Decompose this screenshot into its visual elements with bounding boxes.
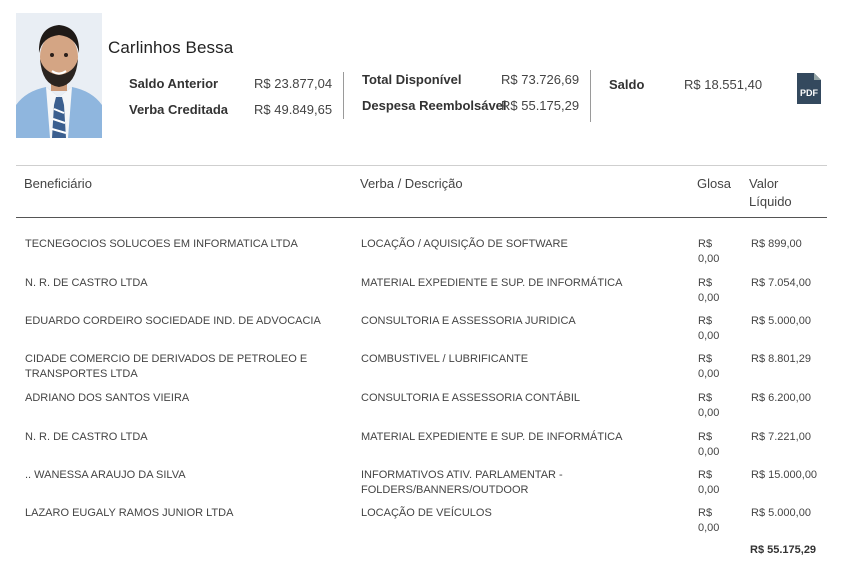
cell-glosa-currency: R$ <box>698 431 713 443</box>
cell-verba: COMBUSTIVEL / LUBRIFICANTE <box>361 353 529 365</box>
cell-glosa <box>698 391 732 421</box>
cell-glosa-amount: 0,00 <box>698 407 720 419</box>
cell-valor: R$ 8.801,29 <box>751 353 811 365</box>
cell-glosa-amount: 0,00 <box>698 484 720 496</box>
cell-valor: R$ 7.054,00 <box>751 277 811 289</box>
total-disponivel-value: R$ 73.726,69 <box>501 72 580 87</box>
column-header-valor-line1: Valor <box>749 176 779 191</box>
cell-glosa-amount: 0,00 <box>698 446 720 458</box>
cell-glosa <box>698 237 732 267</box>
cell-beneficiario: ADRIANO DOS SANTOS VIEIRA <box>25 392 190 404</box>
column-header-beneficiario: Beneficiário <box>24 176 92 191</box>
despesa-reembolsavel-label: Despesa Reembolsável <box>362 98 507 113</box>
cell-glosa-currency: R$ <box>698 507 713 519</box>
cell-glosa-currency: R$ <box>698 315 713 327</box>
cell-verba: LOCAÇÃO / AQUISIÇÃO DE SOFTWARE <box>361 238 568 250</box>
profile-photo <box>16 13 102 138</box>
table-header-rule <box>16 217 827 218</box>
saldo-anterior-label: Saldo Anterior <box>129 76 219 91</box>
cell-glosa <box>698 314 732 344</box>
cell-glosa-amount: 0,00 <box>698 253 720 265</box>
cell-glosa-amount: 0,00 <box>698 368 720 380</box>
cell-beneficiario: .. WANESSA ARAUJO DA SILVA <box>25 469 186 481</box>
cell-valor: R$ 15.000,00 <box>751 469 818 481</box>
table-total: R$ 55.175,29 <box>750 544 817 556</box>
person-name: Carlinhos Bessa <box>108 38 234 57</box>
cell-glosa-amount: 0,00 <box>698 292 720 304</box>
cell-glosa-currency: R$ <box>698 238 713 250</box>
cell-verba: LOCAÇÃO DE VEÍCULOS <box>361 507 492 519</box>
cell-valor: R$ 5.000,00 <box>751 507 811 519</box>
column-header-verba: Verba / Descrição <box>360 176 463 191</box>
total-disponivel-label: Total Disponível <box>362 72 462 87</box>
cell-glosa <box>698 506 732 536</box>
column-header-glosa: Glosa <box>697 176 731 191</box>
cell-glosa <box>698 468 732 498</box>
cell-valor: R$ 899,00 <box>751 238 802 250</box>
cell-valor: R$ 6.200,00 <box>751 392 811 404</box>
summary-divider <box>590 70 591 122</box>
cell-beneficiario: TECNEGOCIOS SOLUCOES EM INFORMATICA LTDA <box>25 238 298 250</box>
cell-glosa-currency: R$ <box>698 353 713 365</box>
cell-verba-line1: INFORMATIVOS ATIV. PARLAMENTAR - <box>361 469 563 481</box>
cell-verba: MATERIAL EXPEDIENTE E SUP. DE INFORMÁTICA <box>361 277 623 289</box>
cell-verba: CONSULTORIA E ASSESSORIA JURIDICA <box>361 315 576 327</box>
cell-glosa-amount: 0,00 <box>698 522 720 534</box>
summary-divider <box>343 72 344 119</box>
cell-glosa-currency: R$ <box>698 277 713 289</box>
saldo-value: R$ 18.551,40 <box>684 77 763 92</box>
cell-glosa-amount: 0,00 <box>698 330 720 342</box>
saldo-label: Saldo <box>609 77 645 92</box>
table-top-rule <box>16 165 827 166</box>
cell-verba: MATERIAL EXPEDIENTE E SUP. DE INFORMÁTICA <box>361 431 623 443</box>
cell-glosa <box>698 430 732 460</box>
cell-beneficiario-line2: TRANSPORTES LTDA <box>25 368 138 380</box>
cell-glosa-currency: R$ <box>698 469 713 481</box>
cell-glosa <box>698 352 732 382</box>
verba-creditada-label: Verba Creditada <box>129 102 228 117</box>
cell-beneficiario-line1: CIDADE COMERCIO DE DERIVADOS DE PETROLEO E <box>25 353 308 365</box>
despesa-reembolsavel-value: R$ 55.175,29 <box>501 98 580 113</box>
cell-beneficiario: EDUARDO CORDEIRO SOCIEDADE IND. DE ADVOCACIA <box>25 315 321 327</box>
column-header-valor-line2: Líquido <box>749 194 792 209</box>
verba-creditada-value: R$ 49.849,65 <box>254 102 333 117</box>
cell-beneficiario: N. R. DE CASTRO LTDA <box>25 277 148 289</box>
cell-verba: CONSULTORIA E ASSESSORIA CONTÁBIL <box>361 392 581 404</box>
cell-glosa-currency: R$ <box>698 392 713 404</box>
cell-glosa <box>698 276 732 306</box>
cell-beneficiario: LAZARO EUGALY RAMOS JUNIOR LTDA <box>25 507 234 519</box>
cell-valor: R$ 5.000,00 <box>751 315 811 327</box>
pdf-icon-label: PDF <box>800 88 818 98</box>
pdf-icon[interactable] <box>797 73 821 104</box>
cell-valor: R$ 7.221,00 <box>751 431 811 443</box>
saldo-anterior-value: R$ 23.877,04 <box>254 76 333 91</box>
cell-beneficiario <box>25 352 307 382</box>
cell-verba <box>361 468 563 498</box>
cell-verba-line2: FOLDERS/BANNERS/OUTDOOR <box>361 484 529 496</box>
column-header-valor <box>749 175 792 211</box>
cell-beneficiario: N. R. DE CASTRO LTDA <box>25 431 148 443</box>
